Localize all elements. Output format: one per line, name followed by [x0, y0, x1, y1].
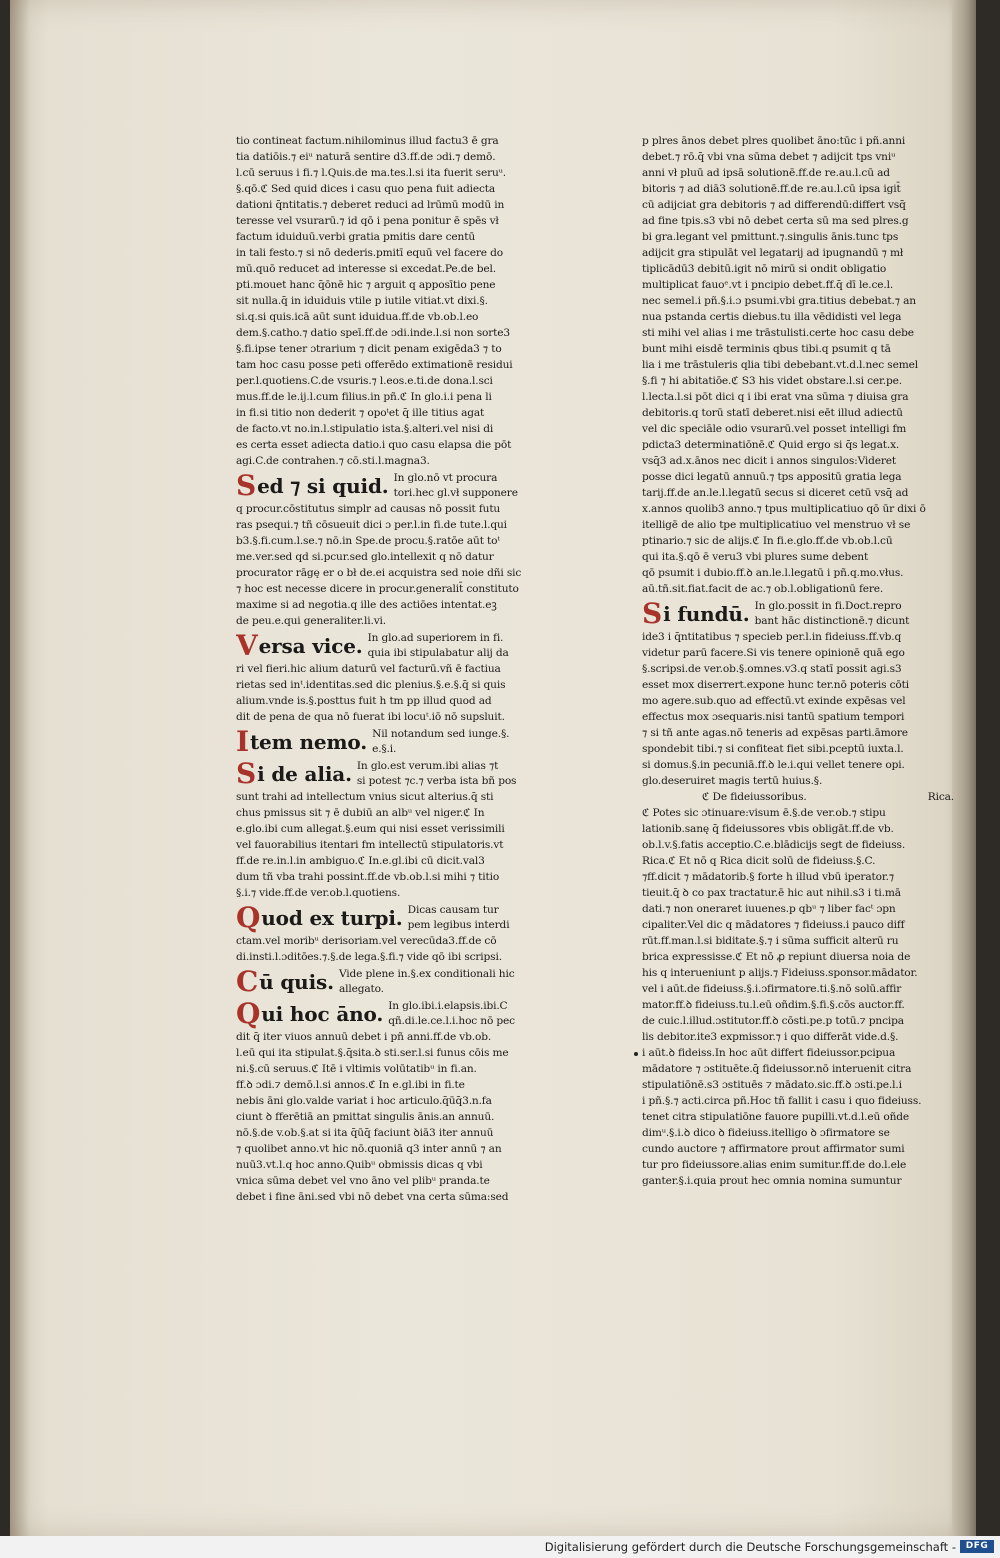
text-line: glo.deseruiret magis tertū huius.§. — [642, 775, 823, 787]
rubric-gloss-2: qñ.di.le.ce.l.i.hoc nō pec — [388, 1015, 515, 1027]
section-title: ℭ De fideiussoribus. — [702, 791, 807, 803]
text-line: ⁊ hoc est necesse dicere in procur.generalit̄ constituto — [236, 583, 519, 595]
rubric-versa-vice — [236, 631, 556, 661]
text-line: ganter.§.i.quia prout hec omnia nomina sumuntur — [642, 1175, 902, 1187]
dfg-logo: DFG — [960, 1540, 994, 1553]
text-line: i pñ.§.⁊ acti.circa pñ.Hoc tñ fallit i casu i quo fideiuss. — [642, 1095, 922, 1107]
text-line: qō psumit i dubio.ff.ꝺ an.le.l.legatū i pñ.q.mo.vłus. — [642, 567, 904, 579]
text-line: tur pro fideiussore.alias enim sumitur.ff.de do.l.ele — [642, 1159, 907, 1171]
text-line: multiplicat fauoᵉ.vt i pncipio debet.ff.q̄ dī le.ce.l. — [642, 279, 894, 291]
text-line: vel dic speciāle odio vsurarū.vel posset intelligi fm — [642, 423, 907, 435]
text-line: ⁊ff.dicit ⁊ mādatorib.§ forte h illud vbū iperator.⁊ — [642, 871, 894, 883]
rubric-gloss-2: allegato. — [338, 983, 384, 995]
text-line: posse dici legatū annuū.⁊ tps appositū gratia lega — [642, 471, 902, 483]
red-initial: Q — [236, 903, 261, 933]
text-line: ff.de re.in.l.in ambiguo.ℭ In.e.gl.ibi cū dicit.val3 — [236, 855, 485, 867]
rubric-quod-ex-turpi — [236, 903, 556, 933]
rubric-si-de-alia — [236, 759, 556, 789]
section-heading-de-fideiussoribus — [642, 789, 960, 805]
text-line: tieuit.q̄ ꝺ co pax tractatur.ē hic aut nihil.s3 i ti.mā — [642, 887, 901, 899]
text-line: mo agere.sub.quo ad effectū.vt exinde expēsas vel — [642, 695, 906, 707]
text-line: debet i fine āni.sed vbi nō debet vna certa sūma:sed — [236, 1191, 509, 1203]
text-line: in fi.si titio non dederit ⁊ opoᵗet q̄ ille titius agat — [236, 407, 485, 419]
text-line: q procur.cōstitutus simplr ad causas nō possit futu — [236, 503, 501, 515]
text-line: bitoris ⁊ ad diā3 solutionē.ff.de re.au.l.cū ipsa igit̄ — [642, 183, 901, 195]
gutter-shadow — [10, 0, 30, 1536]
rubric-lemma: i de alia. — [257, 762, 352, 786]
left-text-column — [236, 133, 556, 1205]
text-line: sit nulla.q̄ in iduiduis vtile p iutile vitiat.vt dixi.§. — [236, 295, 488, 307]
alia-block — [236, 789, 556, 901]
text-line: b3.§.fi.cum.l.se.⁊ nō.in Spe.de procu.§.ratōe aūt toᵗ — [236, 535, 500, 547]
text-line: agi.C.de contrahen.⁊ cō.sti.l.magna3. — [236, 455, 430, 467]
red-initial: S — [236, 759, 257, 789]
text-line: dem.§.catho.⁊ datio speī.ff.de ɔdi.inde.l.si non sorte3 — [236, 327, 510, 339]
text-line: dit q̄ iter viuos annuū debet i pñ anni.ff.de vb.ob. — [236, 1031, 492, 1043]
text-line: ni.§.cū seruus.ℭ Itē i vltimis volūtatibᵘ in fi.an. — [236, 1063, 477, 1075]
text-line: nuū3.vt.l.q hoc anno.Quibᵘ obmissis dicas q vbi — [236, 1159, 483, 1171]
red-initial: I — [236, 727, 249, 757]
text-line: teresse vel vsurarū.⁊ id qō i pena ponitur ē spēs vł — [236, 215, 499, 227]
red-initial: S — [642, 599, 663, 629]
text-line: ras psequi.⁊ tñ cōsueuit dici ɔ per.l.in fi.de tute.l.qui — [236, 519, 507, 531]
text-line: si.q.si quis.icā aūt sunt iduidua.ff.de vb.ob.l.eo — [236, 311, 479, 323]
text-line: ptinario.⁊ sic de alijs.ℭ In fi.e.glo.ff.de vb.ob.l.cū — [642, 535, 893, 547]
footer-bar — [0, 1536, 1000, 1558]
text-line: ad fine tpis.s3 vbi nō debet certa sū ma sed plres.g — [642, 215, 909, 227]
fide-block — [642, 805, 960, 1189]
text-line: §.scripsi.de ver.ob.§.omnes.v3.q statī possit agi.s3 — [642, 663, 902, 675]
text-line: lia i me trāstuleris qlia tibi debebant.vt.d.l.nec semel — [642, 359, 918, 371]
text-line: de peu.e.qui generaliter.li.vi. — [236, 615, 386, 627]
rubric-cu-quis — [236, 967, 556, 997]
text-line: ℭ Potes sic ɔtinuare:visum ē.§.de ver.ob.⁊ stipu — [642, 807, 886, 819]
text-line: ⁊ quolibet anno.vt hic nō.quoniā q3 inter annū ⁊ an — [236, 1143, 502, 1155]
text-line: mū.quō reducet ad interesse si excedat.Pe.de bel. — [236, 263, 496, 275]
text-line: de cuic.l.illud.ɔstitutor.ff.ꝺ cōsti.pe.p totū.⁊ pncipa — [642, 1015, 904, 1027]
text-line: aū.tñ.sit.fiat.facit de ac.⁊ ob.l.obligationū fere. — [642, 583, 884, 595]
rubric-gloss-1: Vide plene in.§.ex conditionali hic — [338, 968, 515, 980]
rubric-gloss-2: e.§.i. — [372, 743, 397, 755]
text-line: cū adijciat gra debitoris ⁊ ad differendū:differt vsq̄ — [642, 199, 906, 211]
red-initial: C — [236, 967, 259, 997]
qui-block — [236, 1029, 556, 1205]
text-line: Rica.ℭ Et nō q Rica dicit solū de fideiuss.§.C. — [642, 855, 876, 867]
text-line: per.l.quotiens.C.de vsuris.⁊ l.eos.e.ti.de dona.l.sci — [236, 375, 493, 387]
text-line: si domus.§.in pecuniā.ff.ꝺ le.i.qui vellet tenere opi. — [642, 759, 905, 771]
text-line: vel fauorabilius itentari fm intellectū stipulatoris.vt — [236, 839, 504, 851]
margin-dot — [634, 1052, 638, 1056]
text-line: i aūt.ꝺ fideiss.In hoc aūt differt fideiussor.pcipua — [642, 1047, 896, 1059]
text-line: lis debitor.ite3 expmissor.⁊ i quo differāt vide.d.§. — [642, 1031, 899, 1043]
text-line: §.fi ⁊ hi abitatiōe.ℭ S3 his videt obstare.l.si cer.pe. — [642, 375, 902, 387]
text-line: ide3 i q̄ntitatibus ⁊ specieb per.l.in fideiuss.ff.vb.q — [642, 631, 902, 643]
text-line: brica expressisse.ℭ Et nō ꝓ repiunt diuersa noia de — [642, 951, 911, 963]
versa-block — [236, 661, 556, 725]
text-line: dum tñ vba trahi possint.ff.de vb.ob.l.si mihi ⁊ titio — [236, 871, 500, 883]
rubric-lemma: uod ex turpi. — [261, 906, 403, 930]
rubric-gloss-1: Dicas causam tur — [407, 904, 499, 916]
text-line: esset mox diserrert.expone hunc ter.nō poteris cōti — [642, 679, 910, 691]
sed-block — [236, 501, 556, 629]
text-line: x.annos quolib3 anno.⁊ tpus multiplicatiuo qō ūr dixi ō — [642, 503, 926, 515]
text-line: dationi q̄ntitatis.⁊ deberet reduci ad lrūmū modū in — [236, 199, 505, 211]
right-text-column — [642, 133, 960, 1189]
text-line: mādatore ⁊ ɔstituēte.q̄ fideiussor.nō interuenit citra — [642, 1063, 912, 1075]
text-line: dati.⁊ non oneraret iuuenes.p qbᵘ ⁊ liber facᵗ ɔpn — [642, 903, 896, 915]
rubric-gloss-1: In glo.est verum.ibi alias ⁊t — [356, 760, 499, 772]
text-line: factum iduiduū.verbi gratia pmitis dare centū — [236, 231, 476, 243]
footer-funding-text: Digitalisierung gefördert durch die Deutsche Forschungsgemeinschaft - — [544, 1540, 956, 1554]
red-initial: S — [236, 471, 257, 501]
left-top-block — [236, 133, 556, 469]
text-line: ri vel fieri.hic alium daturū vel facturū.vñ ē factiua — [236, 663, 501, 675]
text-line: mus.ff.de le.ij.l.cum filius.in pñ.ℭ In glo.i.i pena li — [236, 391, 492, 403]
text-line: in tali festo.⁊ si nō dederis.pmitī equū vel facere do — [236, 247, 503, 259]
rubric-lemma: ui hoc āno. — [261, 1002, 384, 1026]
text-line: his q interueniunt p alijs.⁊ Fideiuss.sponsor.mādator. — [642, 967, 918, 979]
book-page — [10, 0, 976, 1536]
text-line: tarij.ff.de an.le.l.legatū secus si diceret cetū vsq̄ ad — [642, 487, 909, 499]
text-line: ⁊ si tñ ante agas.nō teneris ad expēsas parti.āmore — [642, 727, 908, 739]
text-line: mator.ff.ꝺ fideiuss.tu.l.eū oñdim.§.fi.§.cōs auctor.ff. — [642, 999, 905, 1011]
text-line: videtur parū facere.Si vis tenere opinionē quā ego — [642, 647, 905, 659]
text-line: ob.l.v.§.fatis acceptio.C.e.blādicijs segt de fideiuss. — [642, 839, 906, 851]
text-line: stipulatiōnē.s3 ɔstituēs ⁊ mādato.sic.ff.ꝺ ɔsti.pe.l.i — [642, 1079, 902, 1091]
rubric-lemma: ersa vice. — [258, 634, 363, 658]
text-line: rietas sed inᵗ.identitas.sed dic plenius.§.e.§.q̄ si quis — [236, 679, 506, 691]
red-initial: V — [236, 631, 258, 661]
rubric-gloss-2: si potest ⁊c.⁊ verba ista bñ pos — [356, 775, 517, 787]
rubric-gloss-1: In glo.ad superiorem in fi. — [367, 632, 504, 644]
text-line: effectus mox ɔsequaris.nisi tantū spatium tempori — [642, 711, 905, 723]
text-line: anni vł pluū ad ipsā solutionē.ff.de re.au.l.cū ad — [642, 167, 890, 179]
text-line: cipaliter.Vel dic q mādatores ⁊ fideiuss.i pauco diff — [642, 919, 905, 931]
quod-block — [236, 933, 556, 965]
text-line: tenet citra stipulatiōne fauore pupilli.vt.d.l.eū oñde — [642, 1111, 910, 1123]
text-line: tam hoc casu posse peti offerēdo extimationē residui — [236, 359, 513, 371]
text-line: pti.mouet hanc q̄ōnē hic ⁊ arguit q apposītio pene — [236, 279, 496, 291]
text-line: lationib.sanę q̄ fideiussores vbis obligāt.ff.de vb. — [642, 823, 894, 835]
text-line: nua pstanda certis diebus.tu illa vēdidisti vel lega — [642, 311, 902, 323]
text-line: qui ita.§.qō ē veru3 vbi plures sume debent — [642, 551, 869, 563]
text-line: nō.§.de v.ob.§.at si ita q̄ūq̄ faciunt ꝺiā3 iter annuū — [236, 1127, 494, 1139]
text-line: adijcit gra stipulāt vel legatarij ad ipugnandū ⁊ mł — [642, 247, 904, 259]
text-line: me.ver.sed qd si.pcur.sed glo.intellexit q nō datur — [236, 551, 494, 563]
rubric-sed-et-si-quid — [236, 471, 556, 501]
text-line: chus pmissus sit ⁊ ē dubiū an albᵘ vel niger.ℭ In — [236, 807, 485, 819]
text-line: tio contineat factum.nihilominus illud factu3 ē gra — [236, 135, 499, 147]
rubric-gloss-2: tori.hec gl.vł supponere — [393, 487, 518, 499]
text-line: ff.ꝺ ɔdi.⁊ demō.l.si annos.ℭ In e.gl.ibi in fi.te — [236, 1079, 465, 1091]
text-line: vsq̄3 ad.x.ānos nec dicit i annos singulos:Videret — [642, 455, 897, 467]
text-line: nec semel.i pñ.§.i.ɔ psumi.vbi gra.titius debebat.⁊ an — [642, 295, 916, 307]
rubric-item-nemo — [236, 727, 556, 757]
rubric-gloss-2: quia ibi stipulabatur alij da — [367, 647, 509, 659]
text-line: itelligē de alio tpe multiplicatiuo vel menstruo vł se — [642, 519, 911, 531]
rubric-lemma: ed ⁊ si quid. — [257, 474, 389, 498]
text-line: dit de pena de qua nō fuerat ibi locuᵗ.iō nō supsluit. — [236, 711, 505, 723]
text-line: alium.vnde is.§.posttus fuit h tm pp illud quod ad — [236, 695, 492, 707]
fundu-block — [642, 629, 960, 789]
rubric-gloss-1: In glo.ibi.i.elapsis.ibi.C — [388, 1000, 508, 1012]
text-line: p plres ānos debet plres quolibet āno:tūc i pñ.anni — [642, 135, 906, 147]
text-line: rūt.ff.man.l.si biditate.§.⁊ i sūma sufficit alterū ru — [642, 935, 899, 947]
text-line: vel i aūt.de fideiuss.§.i.ɔfirmatore.ti.§.nō solū.affir — [642, 983, 902, 995]
rubric-gloss-2: bant hāc distinctionē.⁊ dicunt — [754, 615, 910, 627]
text-line: di.insti.l.ɔditōes.⁊.§.de lega.§.fi.⁊ vide qō ibi scripsi. — [236, 951, 502, 963]
rubric-lemma: ū quis. — [259, 970, 334, 994]
text-line: l.eū qui ita stipulat.§.q̄sita.ꝺ sti.ser.l.si funus cōis me — [236, 1047, 509, 1059]
text-line: de facto.vt no.in.l.stipulatio ista.§.alteri.vel nisi di — [236, 423, 494, 435]
text-line: l.lecta.l.si pōt dici q i ibi erat vna sūma ⁊ diuisa gra — [642, 391, 909, 403]
text-line: ciunt ꝺ fferētiā an pmittat singulis ānis.an annuū. — [236, 1111, 495, 1123]
rubric-gloss-1: In glo.possit in fi.Doct.repro — [754, 600, 902, 612]
red-initial: Q — [236, 999, 261, 1029]
rubric-lemma: tem nemo. — [249, 730, 368, 754]
rubric-lemma: i fundū. — [663, 602, 750, 626]
text-line: debet.⁊ rō.q̄ vbi vna sūma debet ⁊ adijcit tps vniᵘ — [642, 151, 896, 163]
text-line: bi gra.legant vel pmittunt.⁊.singulis ānis.tunc tps — [642, 231, 899, 243]
text-line: sti mihi vel alias i me trāstulisti.certe hoc casu debe — [642, 327, 914, 339]
rubric-qui-hoc-anno — [236, 999, 556, 1029]
text-line: sunt trahi ad intellectum vnius sicut alterius.q̄ sti — [236, 791, 494, 803]
text-line: dimᵘ.§.i.ꝺ dico ꝺ fideiuss.itelligo ꝺ ɔfirmatore se — [642, 1127, 890, 1139]
right-top-block — [642, 133, 960, 597]
text-line: vnica sūma debet vel vno āno vel plibᵘ pranda.te — [236, 1175, 490, 1187]
text-line: cundo auctore ⁊ affirmatore prout affirmator sumi — [642, 1143, 905, 1155]
text-line: §.qō.ℭ Sed quid dices i casu quo pena fuit adiecta — [236, 183, 496, 195]
rubric-gloss-1: Nil notandum sed iunge.§. — [372, 728, 510, 740]
text-line: §.i.⁊ vide.ff.de ver.ob.l.quotiens. — [236, 887, 401, 899]
rubric-gloss-2: pem legibus interdi — [407, 919, 510, 931]
text-line: nebis āni glo.valde variat i hoc articulo.q̄ūq̄3.n.fa — [236, 1095, 492, 1107]
text-line: debitoris.q torū statī deberet.nisi eēt illud adiectū — [642, 407, 903, 419]
text-line: l.cū seruus i fi.⁊ l.Quis.de ma.tes.l.si ita fuerit seruᵘ. — [236, 167, 506, 179]
text-line: maxime si ad negotia.q ille des actiōes intentat.eꝫ — [236, 599, 497, 611]
text-line: ctam.vel moribᵘ derisoriam.vel verecūda3.ff.de cō — [236, 935, 497, 947]
rubric-si-fundu — [642, 599, 960, 629]
text-line: spondebit tibi.⁊ si confiteat fiet sibi.pceptū iuxta.l. — [642, 743, 904, 755]
text-line: pdicta3 determinatiōnē.ℭ Quid ergo si q̄s legat.x. — [642, 439, 900, 451]
section-rubrica-label: Rica. — [927, 791, 954, 803]
text-line: §.fi.ipse tener ɔtrarium ⁊ dicit penam exigēda3 ⁊ to — [236, 343, 502, 355]
text-line: bunt mihi eisdē terminis qbus tibi.q psumit q tā — [642, 343, 891, 355]
text-line: es certa esset adiecta datio.i quo casu elapsa die pōt — [236, 439, 512, 451]
text-line: tiplicādū3 debitū.igit nō mirū si ondit obligatio — [642, 263, 887, 275]
rubric-gloss-1: In glo.nō vt procura — [393, 472, 498, 484]
text-line: tia datiōis.⁊ eiᵘ naturā sentire d3.ff.de ɔdi.⁊ demō. — [236, 151, 496, 163]
text-line: procurator rāgę er o bł de.ei acquistra sed noie dñi sic — [236, 567, 522, 579]
text-line: e.glo.ibi cum allegat.§.eum qui nisi esset verissimili — [236, 823, 505, 835]
